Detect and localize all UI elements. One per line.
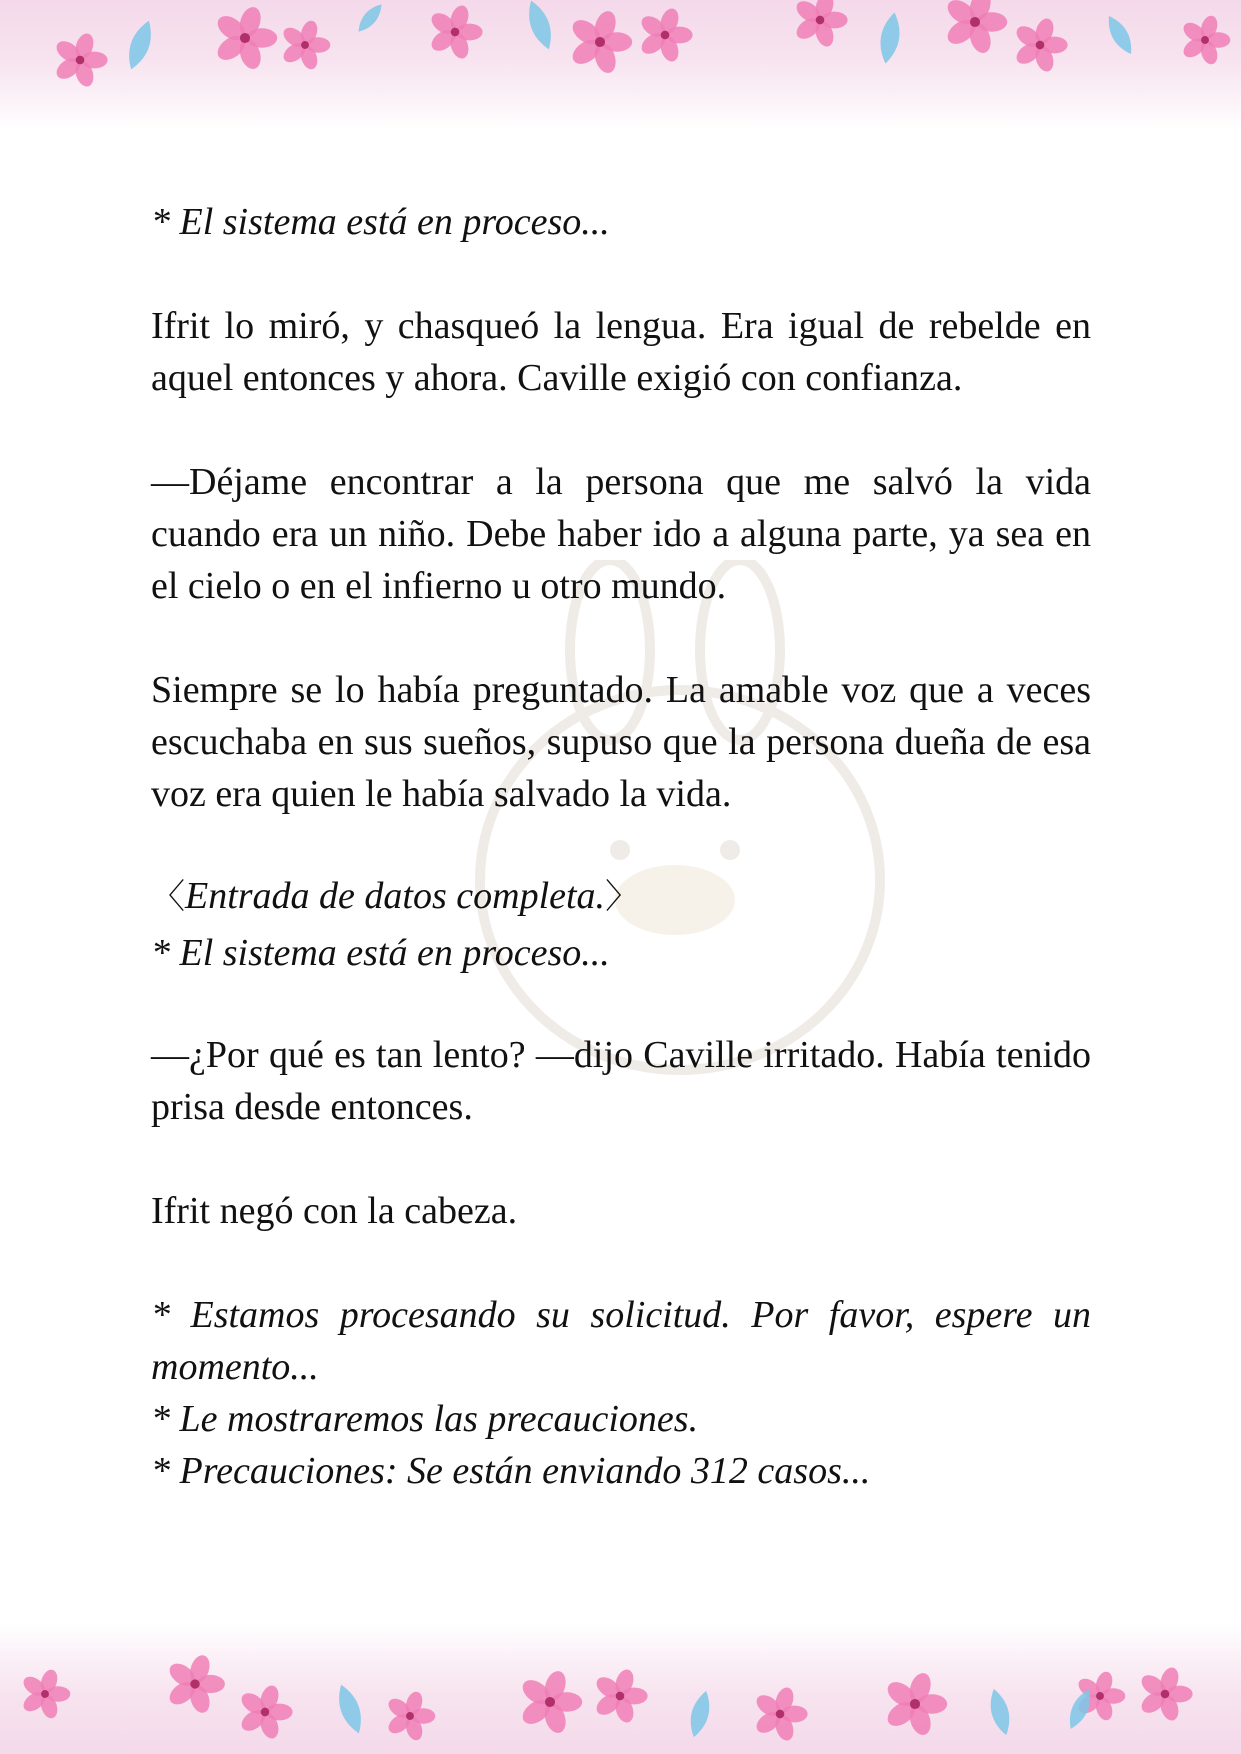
document-body (151, 196, 1091, 1497)
leaf-icon (523, 0, 558, 53)
angle-left-icon: 〈 (151, 877, 185, 917)
flower-icon (165, 1653, 224, 1715)
dialogue-paragraph: —¿Por qué es tan lento? —dijo Caville irritado. Había tenido prisa desde entonces. (151, 1034, 1091, 1128)
leaf-icon (877, 11, 904, 65)
flower-icon (568, 8, 632, 75)
system-message-block (151, 868, 1091, 981)
flower-icon (1138, 1665, 1193, 1723)
flower-garland-icon (0, 0, 1241, 130)
system-message-line: * Estamos procesando su solicitud. Por favor, espere un momento... (151, 1294, 1091, 1388)
dialogue-paragraph: —Déjame encontrar a la persona que me salvó la vida cuando era un niño. Debe haber ido a alguna parte, ya sea en el cielo o en el infierno u otro mundo. (151, 461, 1091, 607)
flower-icon (385, 1690, 435, 1743)
paragraph: Siempre se lo había preguntado. La amable voz que a veces escuchaba en sus sueños, supuso que la persona dueña de esa voz era quien le había salvado la vida. (151, 669, 1091, 815)
flower-icon (638, 6, 693, 64)
flower-icon (428, 3, 483, 61)
flower-icon (213, 4, 277, 71)
flower-icon (793, 0, 848, 49)
flower-icon (593, 1667, 648, 1725)
system-message-block (151, 1289, 1091, 1497)
leaf-icon (986, 1687, 1015, 1738)
floral-border-bottom (0, 1624, 1241, 1754)
floral-border-top (0, 0, 1241, 130)
leaf-icon (333, 1681, 368, 1736)
leaf-icon (686, 1689, 715, 1740)
flower-icon (20, 1668, 70, 1721)
flower-icon (753, 1685, 808, 1743)
leaf-icon (123, 17, 158, 72)
leaf-icon (1102, 12, 1137, 58)
paragraph: Ifrit negó con la cabeza. (151, 1190, 518, 1232)
flower-icon (1013, 16, 1068, 74)
flower-garland-icon (0, 1624, 1241, 1754)
angle-right-icon: 〉 (605, 877, 640, 917)
paragraph: Ifrit lo miró, y chasqueó la lengua. Era igual de rebelde en aquel entonces y ahora. Caville exigió con confianza. (151, 305, 1091, 399)
flower-icon (1180, 14, 1230, 67)
flower-icon (53, 31, 108, 89)
system-status-line: * El sistema está en proceso... (151, 932, 610, 974)
flower-icon (518, 1668, 582, 1735)
flower-icon (943, 0, 1007, 56)
flower-icon (280, 19, 330, 72)
flower-icon (883, 1670, 947, 1737)
system-message-line: * Precauciones: Se están enviando 312 casos... (151, 1450, 871, 1492)
leaf-icon (354, 0, 387, 36)
system-status-line: * El sistema está en proceso... (151, 201, 610, 243)
data-entry-text: Entrada de datos completa. (185, 875, 606, 917)
flower-icon (238, 1683, 293, 1741)
data-entry-line (151, 868, 1091, 925)
system-message-line: * Le mostraremos las precauciones. (151, 1398, 699, 1440)
